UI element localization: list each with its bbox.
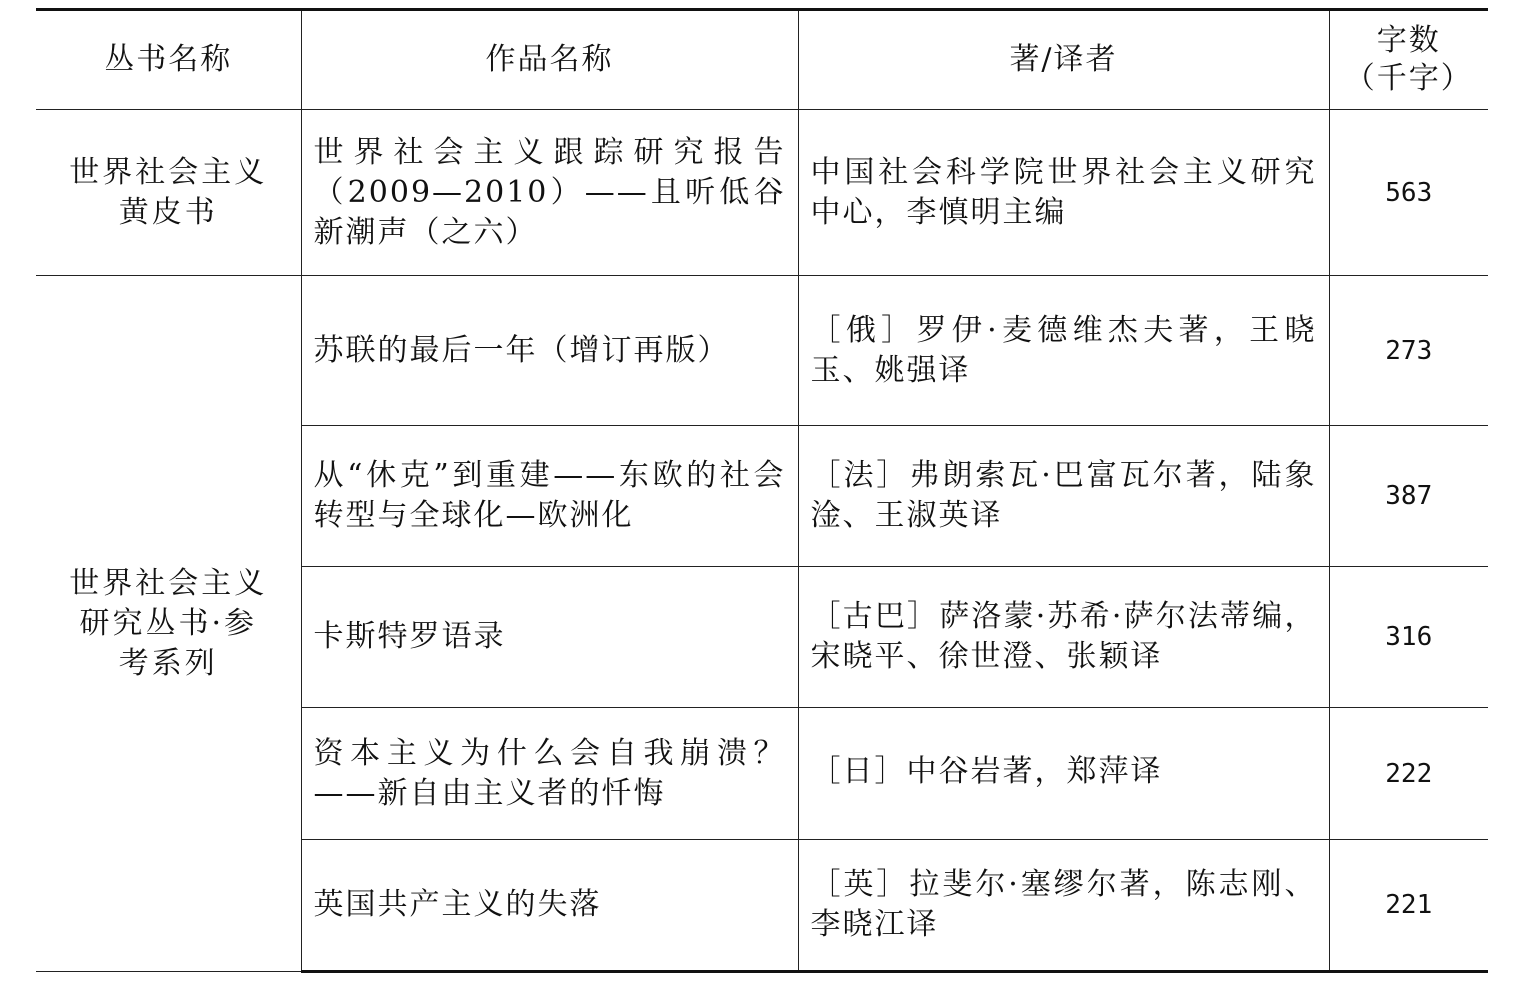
work-title-cell: 苏联的最后一年（增订再版） bbox=[301, 276, 798, 426]
author-cell: ［俄］罗伊·麦德维杰夫著，王晓玉、姚强译 bbox=[798, 276, 1329, 426]
header-series: 丛书名称 bbox=[36, 10, 301, 110]
author-cell: 中国社会科学院世界社会主义研究中心，李慎明主编 bbox=[798, 110, 1329, 276]
header-word-count bbox=[1329, 10, 1488, 110]
word-count-cell: 316 bbox=[1329, 567, 1488, 708]
header-word-count-line1: 字数 bbox=[1376, 23, 1441, 58]
word-count-cell: 563 bbox=[1329, 110, 1488, 276]
word-count-cell: 387 bbox=[1329, 426, 1488, 567]
book-series-table bbox=[36, 8, 1488, 973]
author-cell: ［日］中谷岩著，郑萍译 bbox=[798, 708, 1329, 840]
word-count-cell: 273 bbox=[1329, 276, 1488, 426]
header-row bbox=[36, 10, 1488, 110]
work-title-cell: 世界社会主义跟踪研究报告（2009—2010）——且听低谷新潮声（之六） bbox=[301, 110, 798, 276]
word-count-cell: 221 bbox=[1329, 840, 1488, 972]
series-name-cell: 世界社会主义研究丛书·参考系列 bbox=[36, 276, 301, 972]
header-author: 著/译者 bbox=[798, 10, 1329, 110]
work-title-cell: 从“休克”到重建——东欧的社会转型与全球化—欧洲化 bbox=[301, 426, 798, 567]
header-word-count-line2: （千字） bbox=[1344, 61, 1473, 96]
series-name-cell: 世界社会主义黄皮书 bbox=[36, 110, 301, 276]
work-title-cell: 卡斯特罗语录 bbox=[301, 567, 798, 708]
header-title: 作品名称 bbox=[301, 10, 798, 110]
table-row bbox=[36, 276, 1488, 426]
author-cell: ［英］拉斐尔·塞缪尔著，陈志刚、李晓江译 bbox=[798, 840, 1329, 972]
work-title-cell: 资本主义为什么会自我崩溃？——新自由主义者的忏悔 bbox=[301, 708, 798, 840]
table-row bbox=[36, 110, 1488, 276]
work-title-cell: 英国共产主义的失落 bbox=[301, 840, 798, 972]
author-cell: ［古巴］萨洛蒙·苏希·萨尔法蒂编，宋晓平、徐世澄、张颖译 bbox=[798, 567, 1329, 708]
author-cell: ［法］弗朗索瓦·巴富瓦尔著，陆象淦、王淑英译 bbox=[798, 426, 1329, 567]
word-count-cell: 222 bbox=[1329, 708, 1488, 840]
